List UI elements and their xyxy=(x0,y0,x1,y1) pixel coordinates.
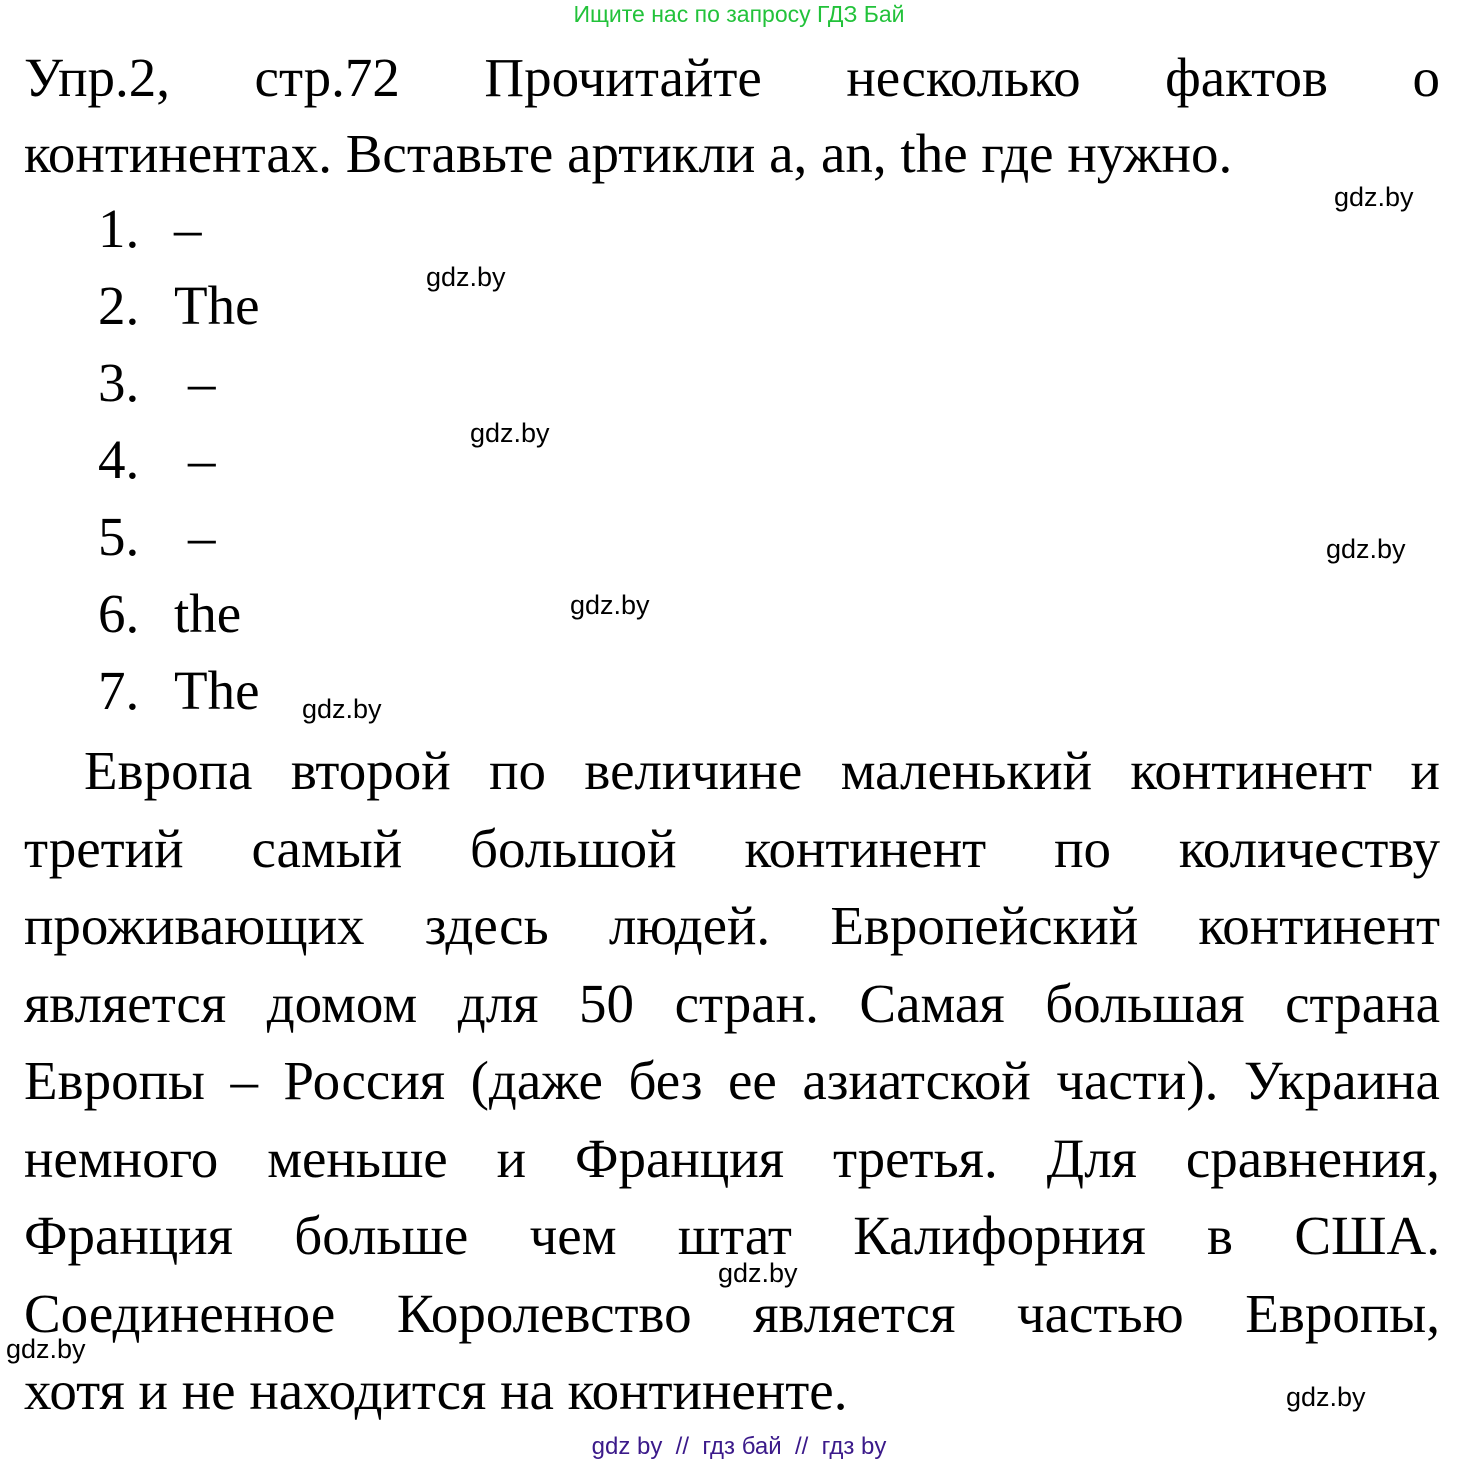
word: третий xyxy=(24,817,184,879)
answer-item xyxy=(98,421,260,498)
answer-value: – xyxy=(174,198,202,259)
word: континент xyxy=(1198,895,1440,956)
watermark: gdz.by xyxy=(470,418,550,448)
word: меньше xyxy=(267,1127,448,1189)
paragraph-line xyxy=(24,1042,1440,1120)
exercise-title-line-1 xyxy=(24,40,1440,116)
answer-number: 3. xyxy=(98,352,140,413)
title-word: Упр.2, xyxy=(24,47,171,108)
word: стран. xyxy=(674,972,819,1034)
word: и xyxy=(496,1127,527,1189)
word: по xyxy=(489,740,547,801)
word: штат xyxy=(677,1205,792,1266)
paragraph-line xyxy=(24,887,1440,965)
title-word: фактов xyxy=(1165,47,1328,108)
title-word: Прочитайте xyxy=(484,47,762,108)
paragraph-line xyxy=(24,810,1440,888)
watermark: gdz.by xyxy=(570,590,650,620)
answer-number: 2. xyxy=(98,275,140,336)
answer-item xyxy=(98,652,260,729)
word: является xyxy=(753,1282,956,1344)
word: самый xyxy=(251,817,403,879)
word: Россия xyxy=(283,1050,446,1111)
paragraph-line-last: хотя и не находится на континенте. xyxy=(24,1360,848,1421)
translation-paragraph xyxy=(24,732,1440,1430)
exercise-title-line-2: континентах. Вставьте артикли a, an, the где нужно. xyxy=(24,123,1233,184)
word: по xyxy=(1054,817,1112,879)
answer-number: 4. xyxy=(98,429,140,490)
word: чем xyxy=(529,1205,617,1266)
answer-list xyxy=(98,190,260,729)
answer-item xyxy=(98,190,260,267)
answer-value: – xyxy=(188,429,216,490)
word: немного xyxy=(24,1127,219,1189)
word: Европы xyxy=(24,1050,205,1111)
word: Для xyxy=(1046,1127,1137,1189)
paragraph-line xyxy=(24,1120,1440,1198)
word: части). xyxy=(1056,1050,1219,1111)
exercise-header xyxy=(24,40,1440,192)
word: третья. xyxy=(832,1127,998,1189)
word: – xyxy=(230,1050,258,1111)
word: и xyxy=(1410,740,1440,801)
word: проживающих xyxy=(24,895,365,956)
answer-item xyxy=(98,344,260,421)
word: Украина xyxy=(1243,1050,1440,1111)
watermark: gdz.by xyxy=(426,262,506,292)
word: Соединенное xyxy=(24,1282,336,1344)
word: без xyxy=(628,1050,703,1111)
word: Европы, xyxy=(1245,1282,1440,1344)
title-word: о xyxy=(1412,47,1440,108)
word: является xyxy=(24,972,227,1034)
answer-value: – xyxy=(188,352,216,413)
watermark: gdz.by xyxy=(1286,1382,1366,1412)
answer-item xyxy=(98,498,260,575)
watermark: gdz.by xyxy=(718,1258,798,1288)
word: количеству xyxy=(1178,817,1440,879)
watermark: gdz.by xyxy=(1334,182,1414,212)
answer-number: 7. xyxy=(98,660,140,721)
paragraph-line xyxy=(24,732,1440,810)
word: азиатской xyxy=(802,1050,1031,1111)
word: Калифорния xyxy=(853,1205,1146,1266)
answer-number: 1. xyxy=(98,198,140,259)
word: Европейский xyxy=(830,895,1139,956)
word: маленький xyxy=(840,740,1093,801)
answer-value: The xyxy=(174,275,260,336)
word: Европа xyxy=(84,740,253,801)
title-word: стр.72 xyxy=(254,47,400,108)
word: Королевство xyxy=(396,1282,692,1344)
word: сравнения, xyxy=(1185,1127,1440,1189)
word: здесь xyxy=(424,895,549,956)
word: домом xyxy=(266,972,418,1034)
answer-value: the xyxy=(174,583,242,644)
answer-value: – xyxy=(188,506,216,567)
word: США. xyxy=(1294,1205,1440,1266)
word: людей. xyxy=(608,895,771,956)
word: ее xyxy=(728,1050,777,1111)
answer-item xyxy=(98,267,260,344)
word: больше xyxy=(294,1205,469,1266)
word: (даже xyxy=(470,1050,603,1111)
word: большая xyxy=(1045,972,1245,1034)
word: частью xyxy=(1016,1282,1184,1344)
watermark: gdz.by xyxy=(302,694,382,724)
word: величине xyxy=(584,740,803,801)
answer-value: The xyxy=(174,660,260,721)
answer-number: 6. xyxy=(98,583,140,644)
footer-links: gdz by // гдз бай // гдз by xyxy=(591,1433,887,1460)
word: Франция xyxy=(24,1205,233,1266)
answer-item xyxy=(98,575,260,652)
word: континент xyxy=(1130,740,1373,801)
watermark: gdz.by xyxy=(1326,534,1406,564)
word: большой xyxy=(470,817,677,879)
paragraph-line xyxy=(24,965,1440,1043)
word: для xyxy=(457,972,539,1034)
word: 50 xyxy=(579,972,635,1034)
word: Франция xyxy=(575,1127,784,1189)
word: в xyxy=(1207,1205,1234,1266)
title-word: несколько xyxy=(846,47,1081,108)
search-banner: Ищите нас по запросу ГДЗ Бай xyxy=(573,1,905,27)
word: Самая xyxy=(859,972,1005,1034)
answer-number: 5. xyxy=(98,506,140,567)
word: второй xyxy=(290,740,451,801)
word: страна xyxy=(1285,972,1440,1034)
word: континент xyxy=(744,817,987,879)
watermark: gdz.by xyxy=(6,1334,86,1364)
